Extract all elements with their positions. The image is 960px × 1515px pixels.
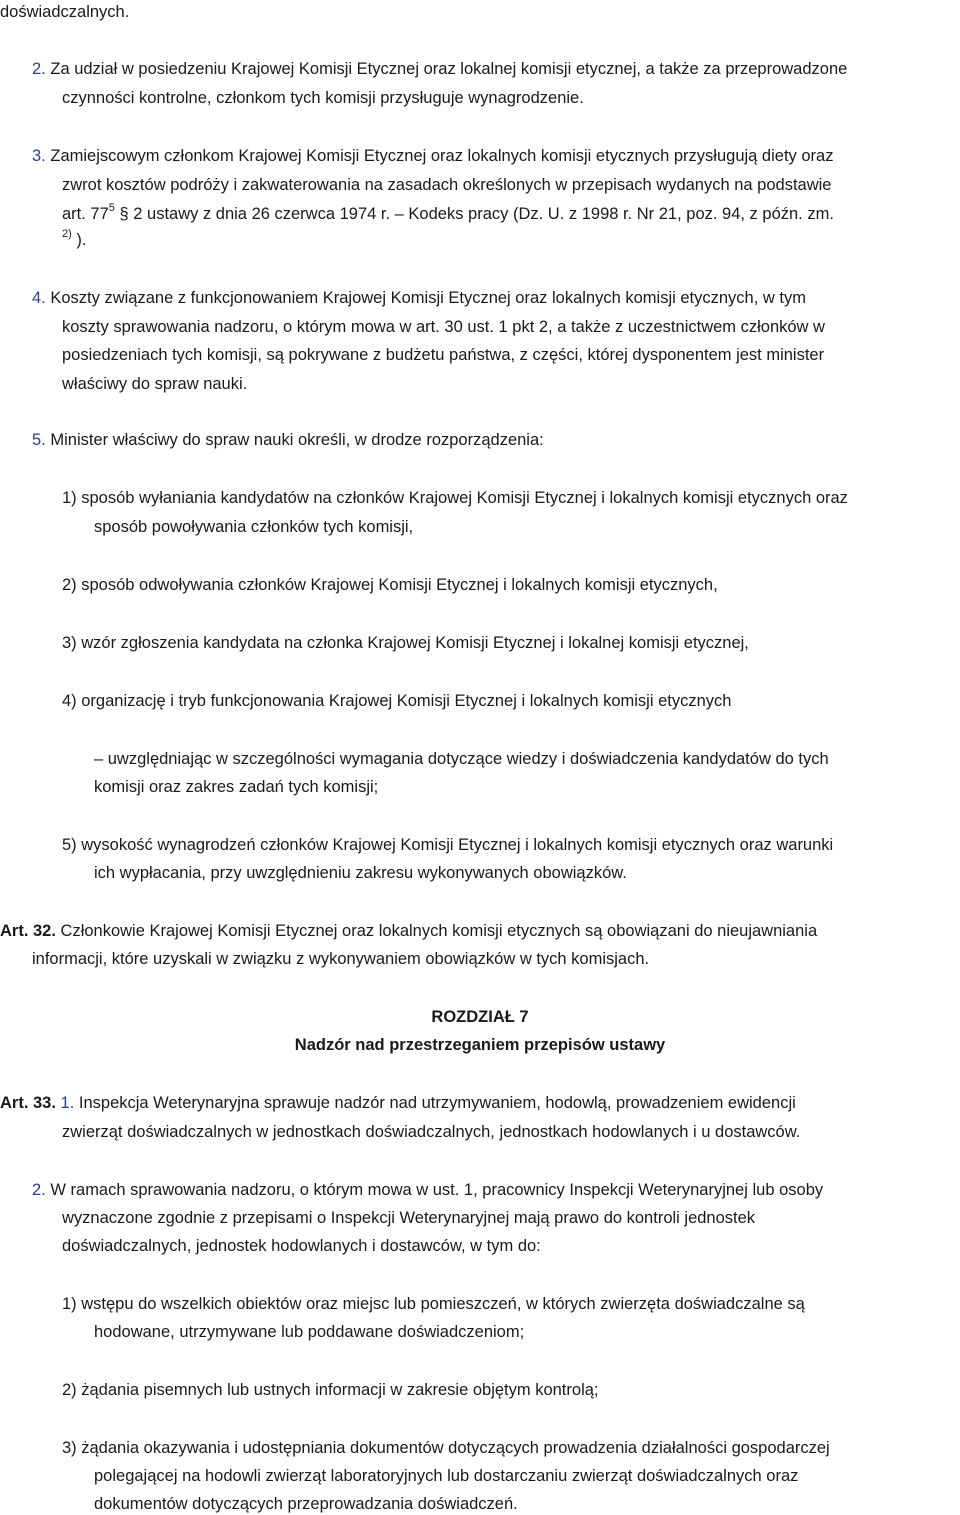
text-line: informacji, które uzyskali w związku z wykonywaniem obowiązków w tych komisjach.: [32, 950, 650, 968]
article-label: Art. 33.: [0, 1094, 56, 1112]
text-line: wyznaczone zgodnie z przepisami o Inspekcji Weterynaryjnej mają prawo do kontroli jednostek: [62, 1209, 756, 1227]
list-item: 2) żądania pisemnych lub ustnych informacji w zakresie objętym kontrolą;: [62, 1381, 599, 1399]
text-span: § 2 ustawy z dnia 26 czerwca 1974 r. – Kodeks pracy (Dz. U. z 1998 r. Nr 21, poz. 94, z późn. zm.: [119, 205, 834, 223]
paragraph-2: [32, 59, 847, 79]
text-line: Koszty związane z funkcjonowaniem Krajowej Komisji Etycznej oraz lokalnych komisji etycznych, w tym: [50, 289, 806, 307]
list-item: 1) wstępu do wszelkich obiektów oraz miejsc lub pomieszczeń, w których zwierzęta doświadczalne są: [62, 1295, 805, 1313]
text-line: – uwzględniając w szczególności wymagania dotyczące wiedzy i doświadczenia kandydatów do tych: [94, 750, 829, 768]
paragraph-3: [32, 146, 833, 166]
article-label: Art. 32.: [0, 922, 56, 940]
list-item: 3) żądania okazywania i udostępniania dokumentów dotyczących prowadzenia działalności gospodarczej: [62, 1439, 830, 1457]
text-line: hodowane, utrzymywane lub poddawane doświadczeniom;: [94, 1323, 525, 1341]
superscript: 5: [108, 202, 115, 214]
paragraph-4: [32, 288, 806, 308]
list-item: 4) organizację i tryb funkcjonowania Krajowej Komisji Etycznej i lokalnych komisji etycznych: [62, 692, 732, 710]
paragraph-number: 3.: [32, 147, 46, 165]
text-line: Członkowie Krajowej Komisji Etycznej oraz lokalnych komisji etycznych są obowiązani do nieujawniania: [60, 922, 818, 940]
text-line: ich wypłacania, przy uwzględnieniu zakresu wykonywanych obowiązków.: [94, 864, 627, 882]
list-item: 2) sposób odwoływania członków Krajowej Komisji Etycznej i lokalnych komisji etycznych,: [62, 576, 718, 594]
chapter-title: ROZDZIAŁ 7: [431, 1008, 529, 1026]
text-line: sposób powoływania członków tych komisji,: [94, 518, 414, 536]
text-line: posiedzeniach tych komisji, są pokrywane z budżetu państwa, z części, której dysponentem jest minister: [62, 346, 825, 364]
text-line: Za udział w posiedzeniu Krajowej Komisji Etycznej oraz lokalnej komisji etycznej, a także za przeprowadzone: [50, 60, 848, 78]
text-line: [62, 230, 86, 252]
text-span: art. 77: [62, 205, 109, 223]
text-span: ).: [76, 231, 87, 249]
text-line: doświadczalnych.: [0, 3, 130, 21]
list-item: 1) sposób wyłaniania kandydatów na członków Krajowej Komisji Etycznej i lokalnych komisji etycznych oraz: [62, 489, 848, 507]
paragraph-number: 2.: [32, 60, 46, 78]
text-line: doświadczalnych, jednostek hodowlanych i dostawców, w tym do:: [62, 1237, 541, 1255]
text-line: czynności kontrolne, członkom tych komisji przysługuje wynagrodzenie.: [62, 89, 584, 107]
article-32: [0, 921, 817, 941]
paragraph-number: 1.: [60, 1094, 75, 1112]
text-line: [62, 204, 834, 226]
text-line: zwierząt doświadczalnych w jednostkach doświadczalnych, jednostkach hodowlanych i u dostawców.: [62, 1123, 801, 1141]
text-line: polegającej na hodowli zwierząt laboratoryjnych lub dostarczaniu zwierząt doświadczalnych oraz: [94, 1467, 799, 1485]
paragraph-33-2: [32, 1180, 823, 1200]
superscript: 2): [62, 228, 72, 240]
text-line: W ramach sprawowania nadzoru, o którym mowa w ust. 1, pracownicy Inspekcji Weterynaryjnej lub osoby: [50, 1181, 824, 1199]
text-line: komisji oraz zakres zadań tych komisji;: [94, 778, 379, 796]
chapter-subtitle: Nadzór nad przestrzeganiem przepisów ustawy: [294, 1036, 666, 1054]
text-line: zwrot kosztów podróży i zakwaterowania na zasadach określonych w przepisach wydanych na podstawie: [62, 176, 832, 194]
paragraph-number: 5.: [32, 431, 46, 449]
list-item: 3) wzór zgłoszenia kandydata na członka Krajowej Komisji Etycznej i lokalnej komisji etycznej,: [62, 634, 749, 652]
text-line: właściwy do spraw nauki.: [62, 375, 248, 393]
paragraph-number: 2.: [32, 1181, 46, 1199]
text-line: Zamiejscowym członkom Krajowej Komisji Etycznej oraz lokalnych komisji etycznych przysługują diety oraz: [50, 147, 834, 165]
text-line: Minister właściwy do spraw nauki określi, w drodze rozporządzenia:: [50, 431, 544, 449]
text-line: dokumentów dotyczących przeprowadzania doświadczeń.: [94, 1495, 518, 1513]
list-item: 5) wysokość wynagrodzeń członków Krajowej Komisji Etycznej i lokalnych komisji etycznych oraz warunki: [62, 836, 834, 854]
paragraph-number: 4.: [32, 289, 46, 307]
paragraph-5: [32, 430, 544, 450]
text-line: Inspekcja Weterynaryjna sprawuje nadzór nad utrzymywaniem, hodowlą, prowadzeniem ewidencji: [78, 1094, 796, 1112]
article-33: [0, 1093, 796, 1113]
text-line: koszty sprawowania nadzoru, o którym mowa w art. 30 ust. 1 pkt 2, a także z uczestnictwem członków w: [62, 318, 825, 336]
